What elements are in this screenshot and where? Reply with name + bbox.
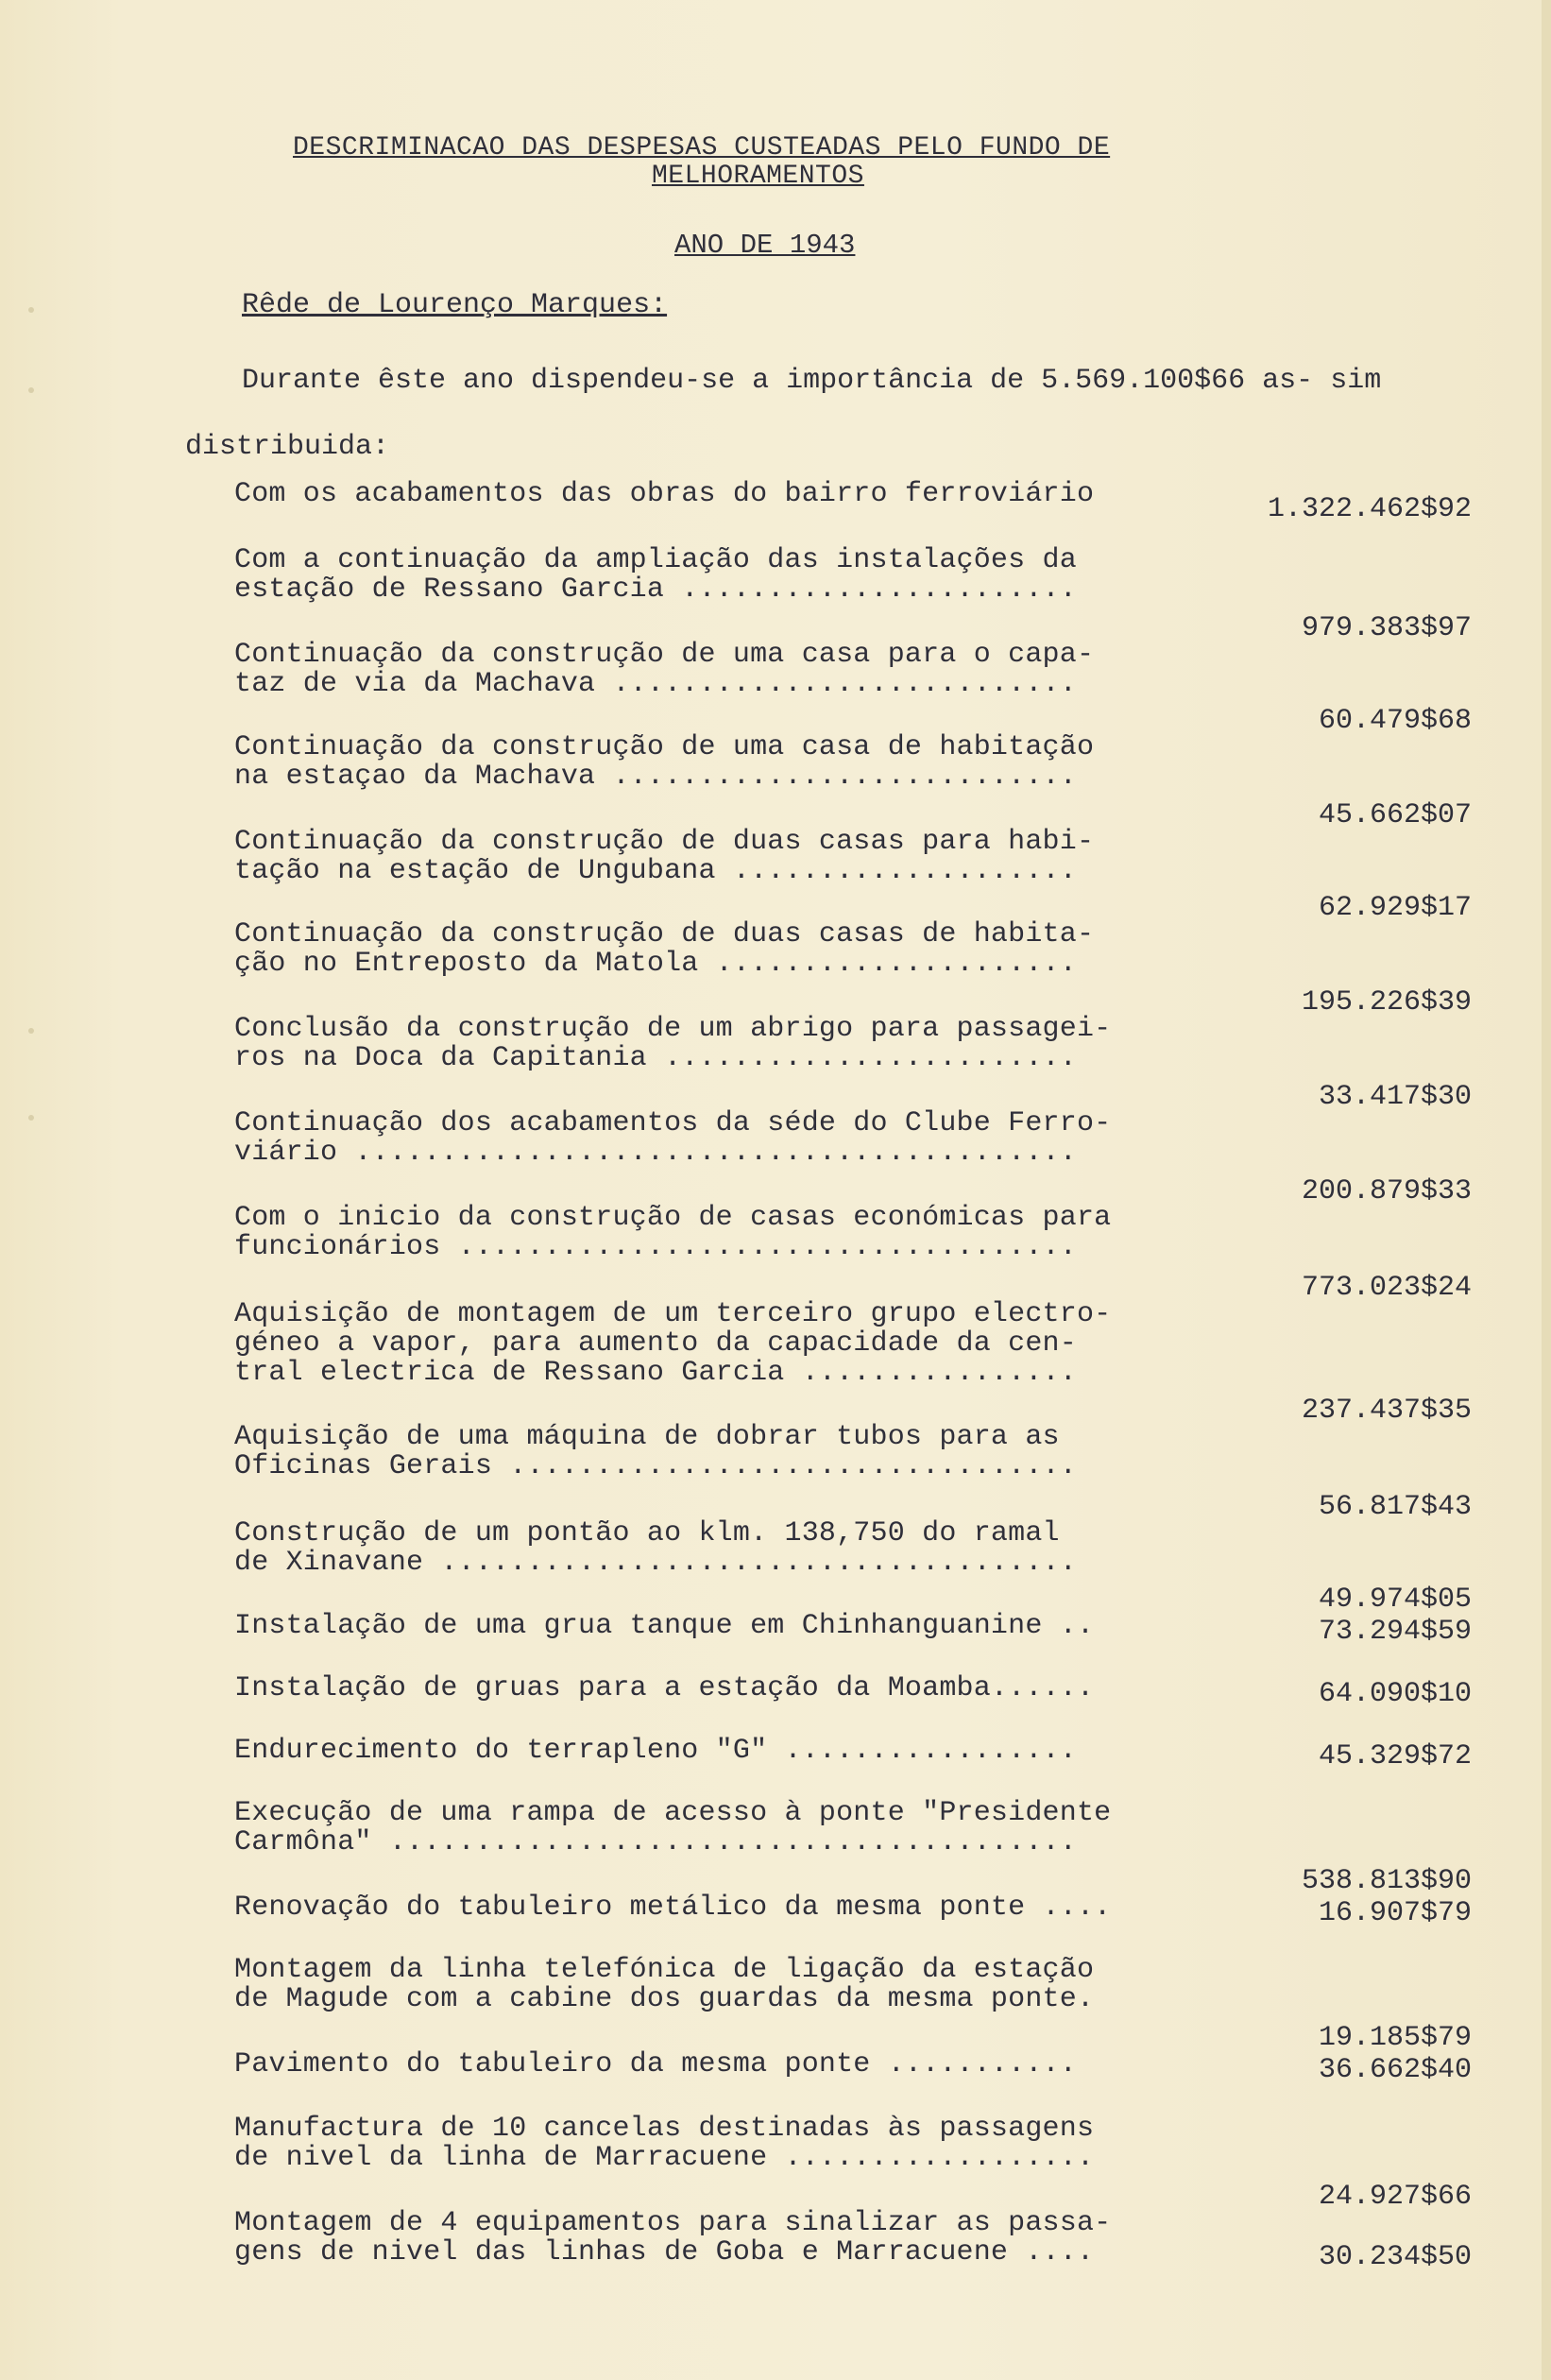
expense-amount: 64.090$10 (1318, 1678, 1472, 1710)
expense-entry (234, 1298, 1472, 1427)
expense-description: Aquisição de uma máquina de dobrar tubos para as Oficinas Gerais ................................. (234, 1421, 1077, 1482)
expense-entry (234, 639, 1472, 737)
expense-description: Aquisição de montagem de um terceiro grupo electro- géneo a vapor, para aumento da capacidade da cen- tral electrica de Ressano Garcia ................ (234, 1298, 1112, 1389)
paper-mark (28, 1115, 34, 1121)
paper-edge (1542, 0, 1551, 2380)
expense-description: Instalação de uma grua tanque em Chinhanguanine .. (234, 1610, 1095, 1642)
expense-amount: 24.927$66 (1318, 2181, 1472, 2213)
paper-mark (28, 1028, 34, 1034)
expense-amount: 45.329$72 (1318, 1740, 1472, 1772)
paper-mark (28, 387, 34, 393)
expense-description: Construção de um pontão ao klm. 138,750 do ramal de Xinavane ..................................... (234, 1517, 1077, 1579)
expense-list (234, 480, 1472, 2285)
expense-entry (234, 1954, 1472, 2054)
expense-amount: 62.929$17 (1318, 892, 1472, 924)
expense-entry (234, 918, 1472, 1019)
title-line-2: MELHORAMENTOS (652, 162, 864, 191)
expense-entry (234, 2050, 1472, 2115)
expense-entry (234, 1013, 1472, 1113)
expense-amount: 36.662$40 (1318, 2054, 1472, 2086)
expense-description: Continuação da construção de uma casa para o capa- taz de via da Machava ........................... (234, 639, 1095, 700)
expense-amount: 73.294$59 (1318, 1616, 1472, 1648)
expense-amount: 33.417$30 (1318, 1081, 1472, 1113)
paper-mark (28, 307, 34, 313)
expense-entry (234, 1107, 1472, 1207)
expense-amount: 200.879$33 (1301, 1175, 1472, 1207)
expense-entry (234, 1202, 1472, 1304)
expense-entry (234, 1674, 1472, 1737)
expense-entry (234, 480, 1472, 546)
title-line-1: DESCRIMINACAO DAS DESPESAS CUSTEADAS PELO FUNDO DE (293, 133, 1111, 163)
expense-description: Instalação de gruas para a estação da Moamba...... (234, 1672, 1095, 1704)
region-heading: Rêde de Lourenço Marques: (242, 289, 668, 321)
expense-entry (234, 1421, 1472, 1523)
expense-description: Pavimento do tabuleiro da mesma ponte ........... (234, 2048, 1077, 2080)
expense-description: Com o inicio da construção de casas económicas para funcionários .................................... (234, 1202, 1112, 1263)
expense-description: Montagem de 4 equipamentos para sinalizar as passa- gens de nivel das linhas de Goba e Marracuene .... (234, 2207, 1112, 2269)
expense-amount: 45.662$07 (1318, 799, 1472, 831)
expense-entry (234, 731, 1472, 831)
intro-paragraph: Durante êste ano dispendeu-se a importância de 5.569.100$66 as- sim distribuida: (185, 365, 1382, 463)
expense-description: Com os acabamentos das obras do bairro ferroviário (234, 478, 1095, 510)
expense-amount: 979.383$97 (1301, 612, 1472, 644)
expense-entry (234, 2113, 1472, 2213)
expense-entry (234, 826, 1472, 924)
expense-entry (234, 1612, 1472, 1674)
expense-description: Continuação dos acabamentos da séde do Clube Ferro- viário .......................................... (234, 1107, 1112, 1169)
expense-entry (234, 1517, 1472, 1616)
expense-description: Manufactura de 10 cancelas destinadas às passagens de nivel da linha de Marracuene .................. (234, 2113, 1095, 2174)
expense-amount: 60.479$68 (1318, 705, 1472, 737)
expense-description: Renovação do tabuleiro metálico da mesma ponte .... (234, 1892, 1112, 1924)
expense-amount: 19.185$79 (1318, 2022, 1472, 2054)
expense-amount: 30.234$50 (1318, 2241, 1472, 2273)
expense-description: Endurecimento do terrapleno "G" ................. (234, 1735, 1077, 1767)
expense-amount: 56.817$43 (1318, 1491, 1472, 1523)
expense-description: Montagem da linha telefónica de ligação da estação de Magude com a cabine dos guardas da mesma ponte. (234, 1954, 1095, 2015)
expense-amount: 237.437$35 (1301, 1395, 1472, 1427)
expense-entry (234, 1797, 1472, 1897)
expense-amount: 49.974$05 (1318, 1584, 1472, 1616)
expense-entry (234, 1893, 1472, 1956)
expense-entry (234, 2209, 1472, 2285)
expense-description: Continuação da construção de duas casas de habita- ção no Entreposto da Matola ..................... (234, 918, 1095, 980)
expense-amount: 538.813$90 (1301, 1865, 1472, 1897)
expense-amount: 1.322.462$92 (1267, 493, 1472, 525)
expense-amount: 773.023$24 (1301, 1272, 1472, 1304)
expense-amount: 195.226$39 (1301, 986, 1472, 1019)
expense-description: Execução de uma rampa de acesso à ponte "Presidente Carmôna" ........................................ (234, 1797, 1112, 1858)
expense-description: Continuação da construção de uma casa de habitação na estaçao da Machava ........................... (234, 731, 1095, 793)
year-heading: ANO DE 1943 (674, 230, 856, 261)
expense-description: Com a continuação da ampliação das instalações da estação de Ressano Garcia ....................... (234, 544, 1077, 606)
expense-description: Continuação da construção de duas casas para habi- tação na estação de Ungubana .................... (234, 826, 1095, 887)
expense-description: Conclusão da construção de um abrigo para passagei- ros na Doca da Capitania ........................ (234, 1013, 1112, 1074)
document-title (293, 134, 1256, 191)
expense-amount: 16.907$79 (1318, 1897, 1472, 1929)
expense-entry (234, 1737, 1472, 1799)
expense-entry (234, 544, 1472, 644)
